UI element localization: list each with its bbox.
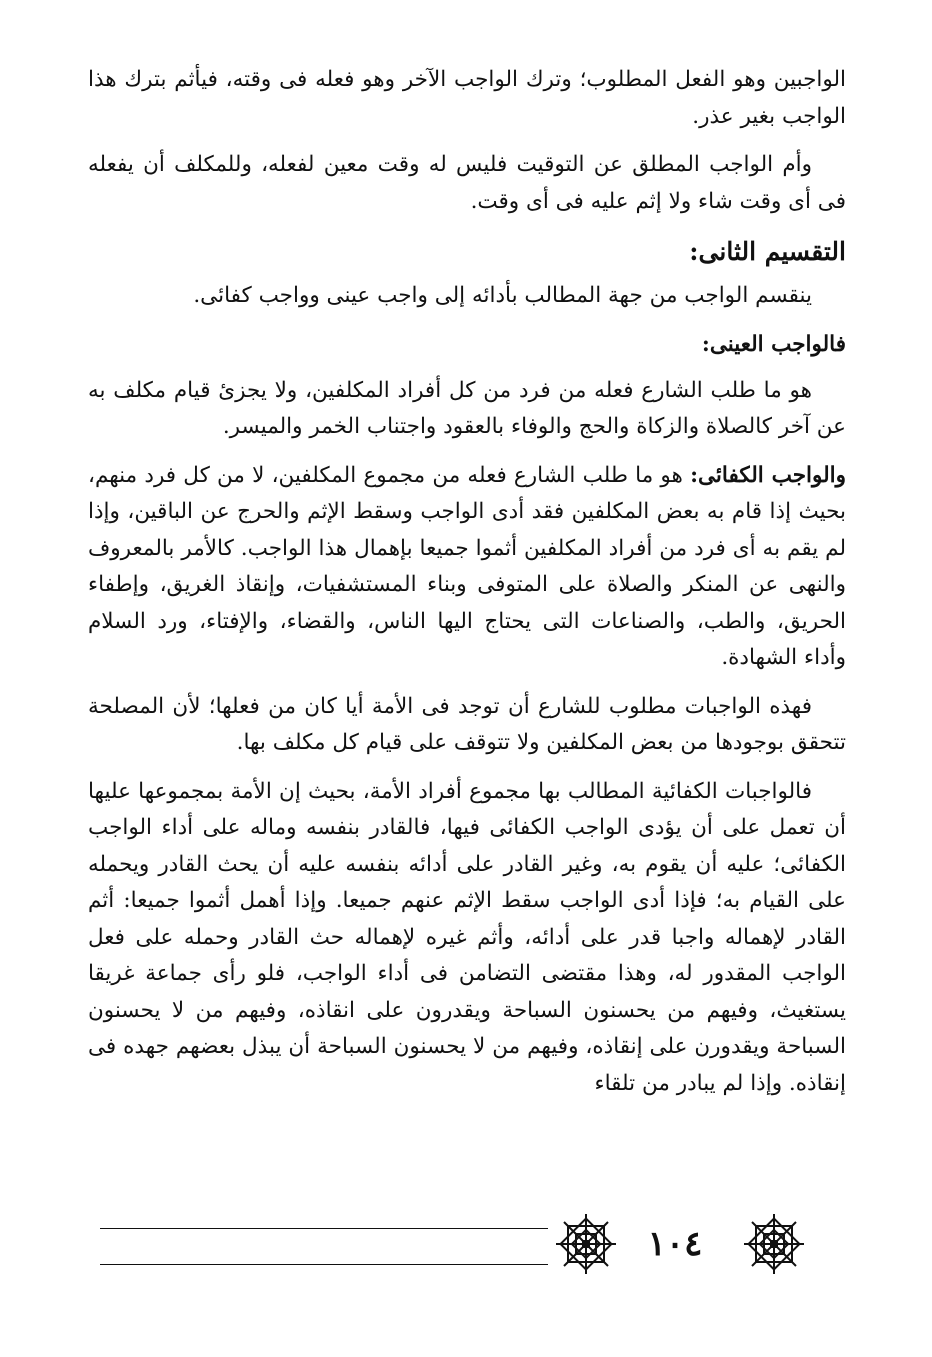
- footer-rule-bottom: [100, 1264, 548, 1265]
- eight-point-star-ornament-icon: [554, 1212, 618, 1276]
- paragraph-4: هو ما طلب الشارع فعله من فرد من كل أفراد المكلفين، ولا يجزئ قيام مكلف به عن آخر كالصلاة والزكاة والحج والوفاء بالعقود واجتناب الخمر والميسر.: [88, 377, 846, 439]
- page-body: [88, 62, 846, 1114]
- paragraph-7: فالواجبات الكفائية المطالب بها مجموع أفراد الأمة، بحيث إن الأمة بمجموعها عليها أن تعمل على أن يؤدى الواجب الكفائى فيها، فالقادر بنفسه وماله على أداء الواجب الكفائى؛ عليه أن يقوم به، وغير القادر على أدائه بنفسه عليه أن يحث القادر ويحمله على القيام به؛ فإذا أدى الواجب سقط الإثم عنهم جميعا. وإذا أهمل أثموا جميعا: أثم القادر لإهماله واجبا قدر على أدائه، وأثم غيره لإهماله حث القادر وحمله على فعل الواجب المقدور له، وهذا مقتضى التضامن فى أداء الواجب، فلو رأى جماعة غريقا يستغيث، وفيهم من يحسنون السباحة ويقدرون على انقاذه، وفيهم من لا يحسنون السباحة ويقدورن على إنقاذه، وفيهم من لا يحسنون السباحة أن يبذل بعضهم جهده فى إنقاذه. وإذا لم يبادر من تلقاء: [88, 778, 846, 1096]
- page-number: ١٠٤: [647, 1224, 703, 1264]
- paragraph-1: الواجبين وهو الفعل المطلوب؛ وترك الواجب الآخر وهو فعله فى وقته، فيأثم بترك هذا الواجب بغير عذر.: [88, 67, 846, 129]
- paragraph-5-body: هو ما طلب الشارع فعله من مجموع المكلفين، لا من كل فرد منهم، بحيث إذا قام به بعض المكلفين فقد أدى الواجب وسقط الإثم والحرج عن الباقين، وإذا لم يقم به أى فرد من أفراد المكلفين أثموا جميعا بإهمال هذا الواجب. كالأمر بالمعروف والنهى عن المنكر والصلاة على المتوفى وبناء المستشفيات، وإنقاذ الغريق، وإطفاء الحريق، والطب، والصناعات التى يحتاج اليها الناس، والقضاء، والإفتاء، ورد السلام وأداء الشهادة.: [88, 462, 846, 670]
- page-footer: [100, 1212, 836, 1278]
- paragraph-5: [88, 458, 846, 677]
- section-heading-second-division: التقسيم الثانى:: [689, 237, 846, 266]
- paragraph-6: فهذه الواجبات مطلوب للشارع أن توجد فى الأمة أيا كان من فعلها؛ لأن المصلحة تتحقق بوجودها من بعض المكلفين ولا تتوقف على قيام كل مكلف بها.: [88, 693, 846, 755]
- footer-rule-top: [100, 1228, 548, 1229]
- paragraph-5-lead: والواجب الكفائى:: [690, 462, 846, 488]
- paragraph-3: ينقسم الواجب من جهة المطالب بأدائه إلى واجب عينى وواجب كفائى.: [193, 283, 812, 308]
- eight-point-star-ornament-icon: [742, 1212, 806, 1276]
- subheading-individual-duty: فالواجب العينى:: [701, 331, 846, 357]
- paragraph-2: وأم الواجب المطلق عن التوقيت فليس له وقت معين لفعله، وللمكلف أن يفعله فى أى وقت شاء ولا إثم عليه فى أى وقت.: [88, 152, 846, 214]
